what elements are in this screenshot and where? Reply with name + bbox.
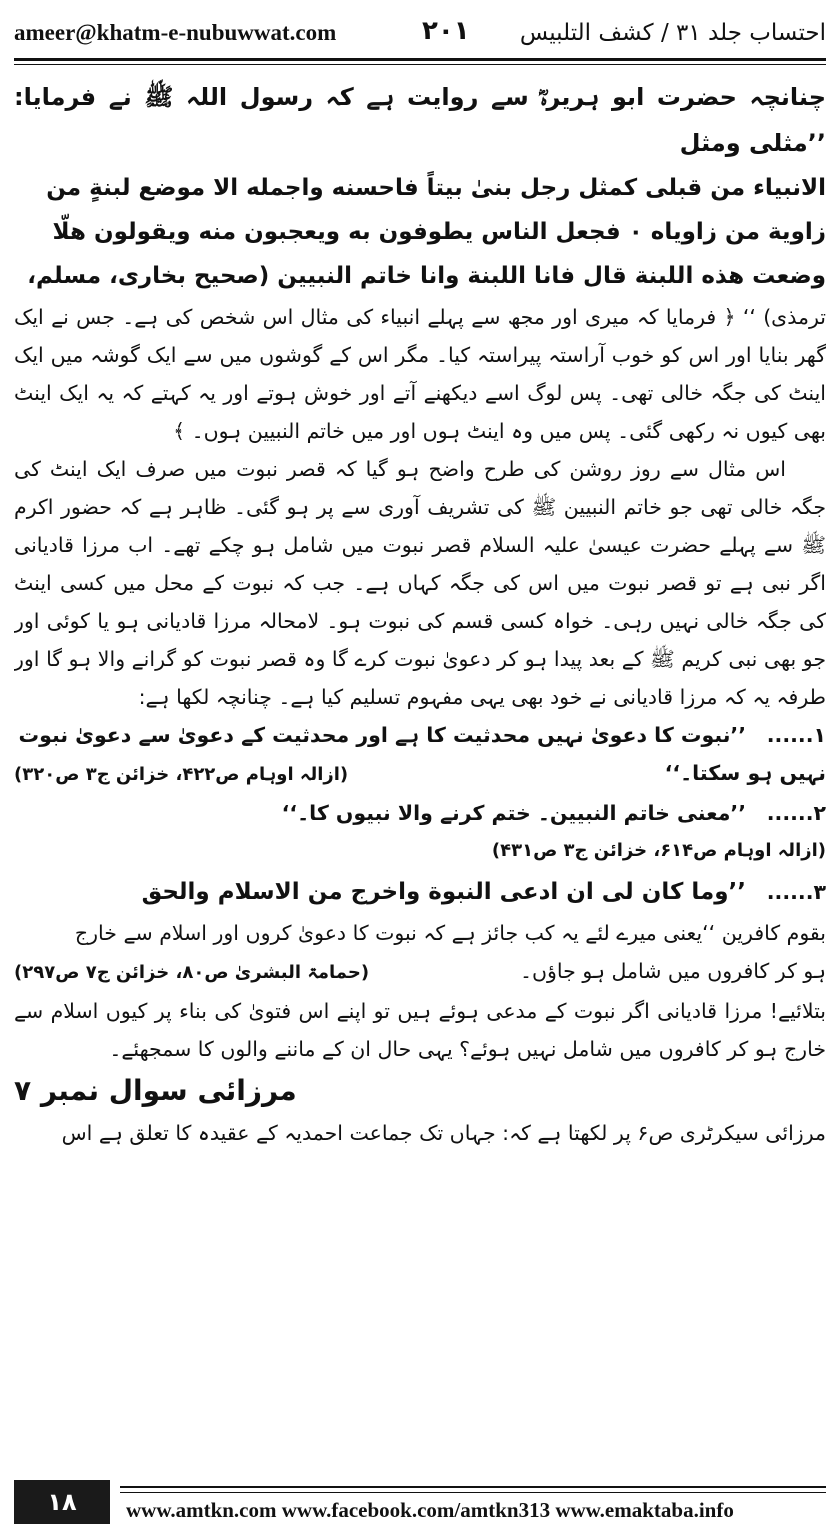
hadith-arabic-line-3: وضعت هذه اللبنة قال فانا اللبنة وانا خاتم النبیین (صحیح بخاری، مسلم، [27, 263, 826, 289]
header-page-number: ۲۰۱ [422, 16, 470, 46]
footer-page-number: ۱۸ [14, 1480, 110, 1524]
header-divider-thin [14, 64, 826, 65]
quote-item-2 [14, 794, 826, 832]
page-header [14, 10, 826, 56]
quote-item-1-number: ۱...... [766, 723, 826, 747]
quote-item-2-reference: (ازالہ اوہام ص۶۱۴، خزائن ج۳ ص۴۳۱) [491, 840, 826, 861]
footer-links: www.amtkn.com www.facebook.com/amtkn313 www.emaktaba.info [126, 1498, 734, 1522]
paragraph-explanation: اس مثال سے روز روشن کی طرح واضح ہو گیا کہ قصر نبوت میں صرف ایک اینٹ کی جگہ خالی تھی جو خاتم النبیین ﷺ کی تشریف آوری سے پر ہو گئی۔ ظاہر ہے کہ حضور اکرم ﷺ سے پہلے حضرت عیسیٰ علیہ السلام قصر نبوت میں شامل ہو چکے تھے۔ اب مرزا قادیانی اگر نبی ہے تو قصر نبوت میں اس کی جگہ کہاں ہے۔ جب کہ نبوت کے محل میں کسی اینٹ کی جگہ خالی نہیں رہی۔ خواہ کسی قسم کی نبوت ہو۔ لامحالہ مرزا قادیانی ہو یا کوئی اور جو بھی نبی کریم ﷺ کے بعد پیدا ہو کر دعویٰ نبوت کرے گا وہ قصر نبوت کو گرانے والا ہو گا اور طرفہ یہ کہ مرزا قادیانی نے خود بھی یہی مفہوم تسلیم کیا ہے۔ چنانچہ لکھا ہے: [14, 457, 826, 709]
hadith-arabic-line-2: زاویة من زاویاه ۰ فجعل الناس یطوفون به ویعجبون منه ویقولون هلّا [52, 219, 826, 245]
quote-item-3-reference: (حمامۃ البشریٰ ص۸۰، خزائن ج۷ ص۲۹۷) [14, 962, 370, 983]
quote-item-1-text: ’’نبوت کا دعویٰ نہیں محدثیت کا ہے اور محدثیت کے دعویٰ سے دعویٰ نبوت [18, 723, 746, 747]
quote-item-3-translation: بقوم کافرین ‘‘یعنی میرے لئے یہ کب جائز ہے کہ نبوت کا دعویٰ کروں اور اسلام سے خارج [74, 921, 826, 945]
footer-divider-thin [120, 1492, 826, 1493]
quote-item-1-row2 [14, 754, 826, 794]
quote-item-3-row3 [14, 952, 826, 992]
hadith-intro: چنانچہ حضرت ابو ہریرہؓ سے روایت ہے کہ رسول اللہ ﷺ نے فرمایا: ’’مثلی ومثل [14, 83, 826, 157]
quote-item-1-text-continued: نہیں ہو سکتا۔‘‘ [664, 761, 826, 785]
paragraph-conclusion: بتلائیے! مرزا قادیانی اگر نبوت کے مدعی ہوئے ہیں تو اپنے اس فتویٰ کی بناء پر کیوں اسلام سے خارج ہو کر کافروں میں شامل نہیں ہوئے؟ یہی حال ان کے ماننے والوں کا سمجھئے۔ [14, 999, 826, 1061]
quote-item-3 [14, 870, 826, 914]
header-divider [14, 58, 826, 61]
quote-item-2-text: ’’معنی خاتم النبیین۔ ختم کرنے والا نبیوں کا۔‘‘ [281, 801, 746, 825]
quote-item-1 [14, 716, 826, 754]
quote-item-3-arabic: ’’وما کان لی ان ادعی النبوة واخرج من الاسلام والحق [141, 879, 746, 905]
footer-divider [120, 1486, 826, 1488]
header-book-title: احتساب جلد ۳۱ / کشف التلبیس [519, 20, 826, 46]
quote-item-3-translation-continued: ہو کر کافروں میں شامل ہو جاؤں۔ [519, 959, 826, 983]
header-email: ameer@khatm-e-nubuwwat.com [14, 20, 337, 45]
page-body [14, 74, 826, 1454]
section-heading: مرزائی سوال نمبر ۷ [14, 1074, 297, 1107]
quote-item-3-number: ۳...... [766, 880, 826, 904]
quote-item-1-reference: (ازالہ اوہام ص۴۲۲، خزائن ج۳ ص۳۲۰) [14, 764, 349, 785]
hadith-arabic-line-1: الانبیاء من قبلی کمثل رجل بنیٰ بیتاً فاحسنه واجمله الا موضع لبنةٍ من [46, 175, 826, 201]
hadith-translation: ترمذی) ‘‘ ﴿ فرمایا کہ میری اور مجھ سے پہلے انبیاء کی مثال اس شخص کی ہے۔ جس نے ایک گھر بنایا اور اس کو خوب آراستہ پیراستہ کیا۔ مگر اس کے گوشوں میں سے ایک گوشہ میں ایک اینٹ کی جگہ خالی تھی۔ پس لوگ اسے دیکھنے آتے اور خوش ہوتے اور یہ کہتے کہ یہ ایک اینٹ بھی کیوں نہ رکھی گئی۔ پس میں وہ اینٹ ہوں اور میں خاتم النبیین ہوں۔ ﴾ [14, 305, 826, 443]
quote-item-2-number: ۲...... [766, 801, 826, 825]
paragraph-section-start: مرزائی سیکرٹری ص۶ پر لکھتا ہے کہ: جہاں تک جماعت احمدیہ کے عقیدہ کا تعلق ہے اس [61, 1121, 826, 1145]
